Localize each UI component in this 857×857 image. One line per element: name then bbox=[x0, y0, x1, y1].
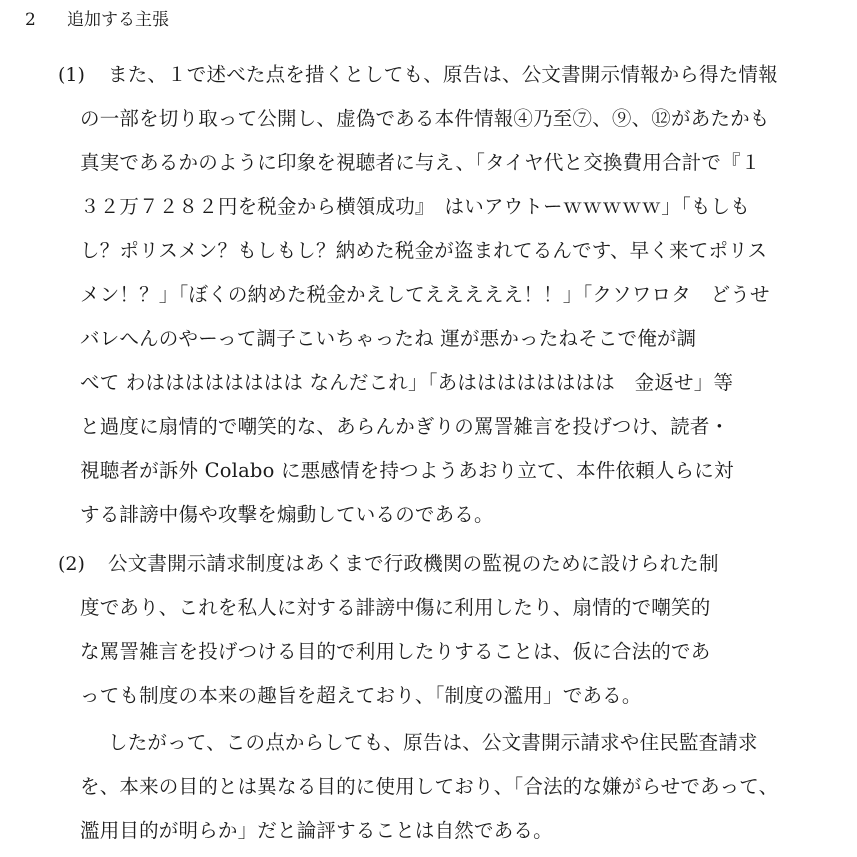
paragraph-1-line: ３２万７２８２円を税金から横領成功』 はいアウトーｗｗｗｗｗ」「もしも bbox=[80, 195, 751, 218]
paragraph-1-line: べて わはははははははは なんだこれ」「あはははははははは 金返せ」等 bbox=[80, 371, 734, 394]
section-title: 追加する主張 bbox=[67, 10, 169, 30]
paragraph-1-line: と過度に扇情的で嘲笑的な、あらんかぎりの罵詈雑言を投げつけ、読者・ bbox=[80, 415, 730, 438]
paragraph-2-marker: (2) bbox=[58, 553, 85, 575]
paragraph-1-line: また、１で述べた点を措くとしても、原告は、公文書開示情報から得た情報 bbox=[108, 63, 778, 86]
paragraph-2-line: 公文書開示請求制度はあくまで行政機関の監視のために設けられた制 bbox=[108, 552, 719, 575]
paragraph-1-line: バレへんのやーって調子こいちゃったね 運が悪かったねそこで俺が調 bbox=[80, 327, 697, 350]
paragraph-2-line: 度であり、これを私人に対する誹謗中傷に利用したり、扇情的で嘲笑的 bbox=[80, 596, 711, 619]
paragraph-1-line: の一部を切り取って公開し、虚偽である本件情報④乃至⑦、⑨、⑫があたかも bbox=[80, 107, 770, 130]
section-number: 2 bbox=[25, 10, 36, 30]
paragraph-1-line: し？ポリスメン？もしもし？納めた税金が盗まれてるんです、早く来てポリス bbox=[80, 239, 768, 262]
paragraph-1-line: 真実であるかのように印象を視聴者に与え、「タイヤ代と交換費用合計で『１ bbox=[80, 151, 761, 174]
paragraph-1-marker: (1) bbox=[58, 64, 85, 86]
paragraph-2-line: っても制度の本来の趣旨を超えており、「制度の濫用」である。 bbox=[80, 684, 642, 707]
paragraph-1-line: メン！？」「ぼくの納めた税金かえしてえええええ！！」「クソワロタ どうせ bbox=[80, 283, 770, 306]
paragraph-3-line: 濫用目的が明らか」だと論評することは自然である。 bbox=[80, 819, 553, 842]
paragraph-1-line: する誹謗中傷や攻撃を煽動しているのである。 bbox=[80, 503, 494, 526]
section-heading bbox=[25, 8, 169, 32]
paragraph-1-line: 視聴者が訴外 Colabo に悪感情を持つようあおり立て、本件依頼人らに対 bbox=[80, 459, 734, 482]
paragraph-2-line: な罵詈雑言を投げつける目的で利用したりすることは、仮に合法的であ bbox=[80, 640, 711, 663]
paragraph-3-line: したがって、この点からしても、原告は、公文書開示請求や住民監査請求 bbox=[108, 731, 758, 754]
paragraph-3-line: を、本来の目的とは異なる目的に使用しており、「合法的な嫌がらせであって、 bbox=[80, 775, 779, 798]
